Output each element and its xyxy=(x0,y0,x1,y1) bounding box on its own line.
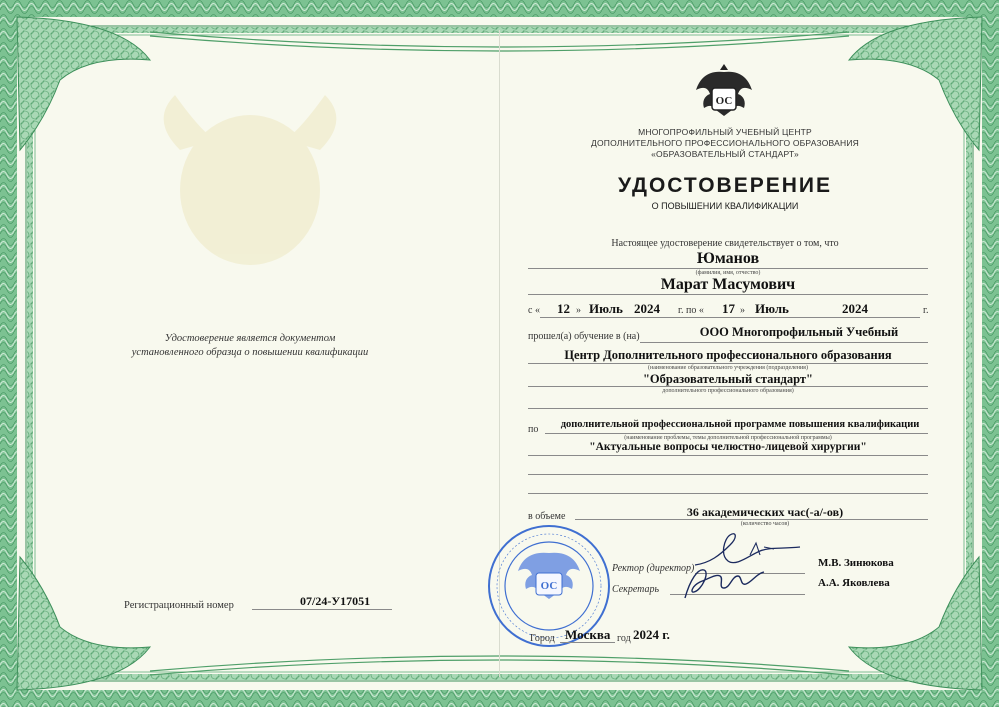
secretary-label: Секретарь xyxy=(612,584,660,595)
secretary-name: А.А. Яковлева xyxy=(818,577,890,589)
registration-number: 07/24-У17051 xyxy=(300,594,371,608)
date-to-close: » xyxy=(740,305,745,316)
rector-name: М.В. Зинюкова xyxy=(818,557,894,569)
date-to-day: 17 xyxy=(722,301,735,316)
rector-label: Ректор (директор) xyxy=(612,563,695,574)
eagle-emblem-icon xyxy=(694,60,754,122)
training-org-line-3: "Образовательный стандарт" xyxy=(642,372,813,386)
volume-hint: (количество часов) xyxy=(740,521,790,527)
document-subtitle: О ПОВЫШЕНИИ КВАЛИФИКАЦИИ xyxy=(651,201,799,211)
org-line-3: «ОБРАЗОВАТЕЛЬНЫЙ СТАНДАРТ» xyxy=(651,149,799,159)
date-from-close: » xyxy=(576,305,581,316)
left-note-line-1: Удостоверение является документом xyxy=(164,333,336,344)
date-from-month: Июль xyxy=(589,301,623,316)
date-to-year: 2024 xyxy=(842,301,868,316)
training-org-hint-1: (наименование образовательного учреждения (подразделения) xyxy=(648,365,808,371)
document-title: УДОСТОВЕРЕНИЕ xyxy=(617,174,833,197)
date-from-year: 2024 xyxy=(634,301,660,316)
city-label: Город xyxy=(530,633,555,644)
program-line-2: "Актуальные вопросы челюстно-лицевой хирургии" xyxy=(589,441,867,453)
year-value: 2024 г. xyxy=(633,627,670,642)
registration-label: Регистрационный номер xyxy=(124,600,234,611)
org-line-1: МНОГОПРОФИЛЬНЫЙ УЧЕБНЫЙ ЦЕНТР xyxy=(638,127,812,137)
stamp-emblem-text: ОС xyxy=(540,580,558,592)
person-surname: Юманов xyxy=(696,250,760,267)
intro-text: Настоящее удостоверение свидетельствует о том, что xyxy=(611,238,839,249)
org-line-2: ДОПОЛНИТЕЛЬНОГО ПРОФЕССИОНАЛЬНОГО ОБРАЗОВАНИЯ xyxy=(591,138,859,148)
left-note xyxy=(110,332,390,360)
person-hint: (фамилия, имя, отчество) xyxy=(695,270,761,276)
organization-header xyxy=(560,127,890,160)
person-name: Марат Масумович xyxy=(660,276,796,293)
secretary-signature xyxy=(680,560,770,604)
volume-value: 36 академических час(-а/-ов) xyxy=(686,505,844,519)
training-org-line-2: Центр Дополнительного профессионального образования xyxy=(564,348,892,362)
training-org-line-1: ООО Многопрофильный Учебный xyxy=(699,325,899,339)
program-label: по xyxy=(528,424,539,435)
date-from-prefix: с « xyxy=(528,305,540,316)
program-line-1: дополнительной профессиональной программе повышения квалификации xyxy=(560,419,920,430)
training-org-hint-2: дополнительного профессионального образования) xyxy=(662,388,794,394)
left-note-line-2: установленного образца о повышении квалификации xyxy=(131,347,369,358)
program-hint: (наименование проблемы, темы дополнительной профессиональной программы) xyxy=(624,435,832,441)
date-year-suffix: г. xyxy=(923,305,929,316)
date-to-prefix: г. по « xyxy=(678,305,704,316)
training-label: прошел(а) обучение в (на) xyxy=(528,331,640,342)
emblem-text: ОС xyxy=(715,95,733,107)
year-label: год xyxy=(617,633,631,644)
city-value: Москва xyxy=(565,627,611,642)
volume-label: в объеме xyxy=(528,511,566,522)
date-to-month: Июль xyxy=(755,301,789,316)
date-from-day: 12 xyxy=(557,301,570,316)
